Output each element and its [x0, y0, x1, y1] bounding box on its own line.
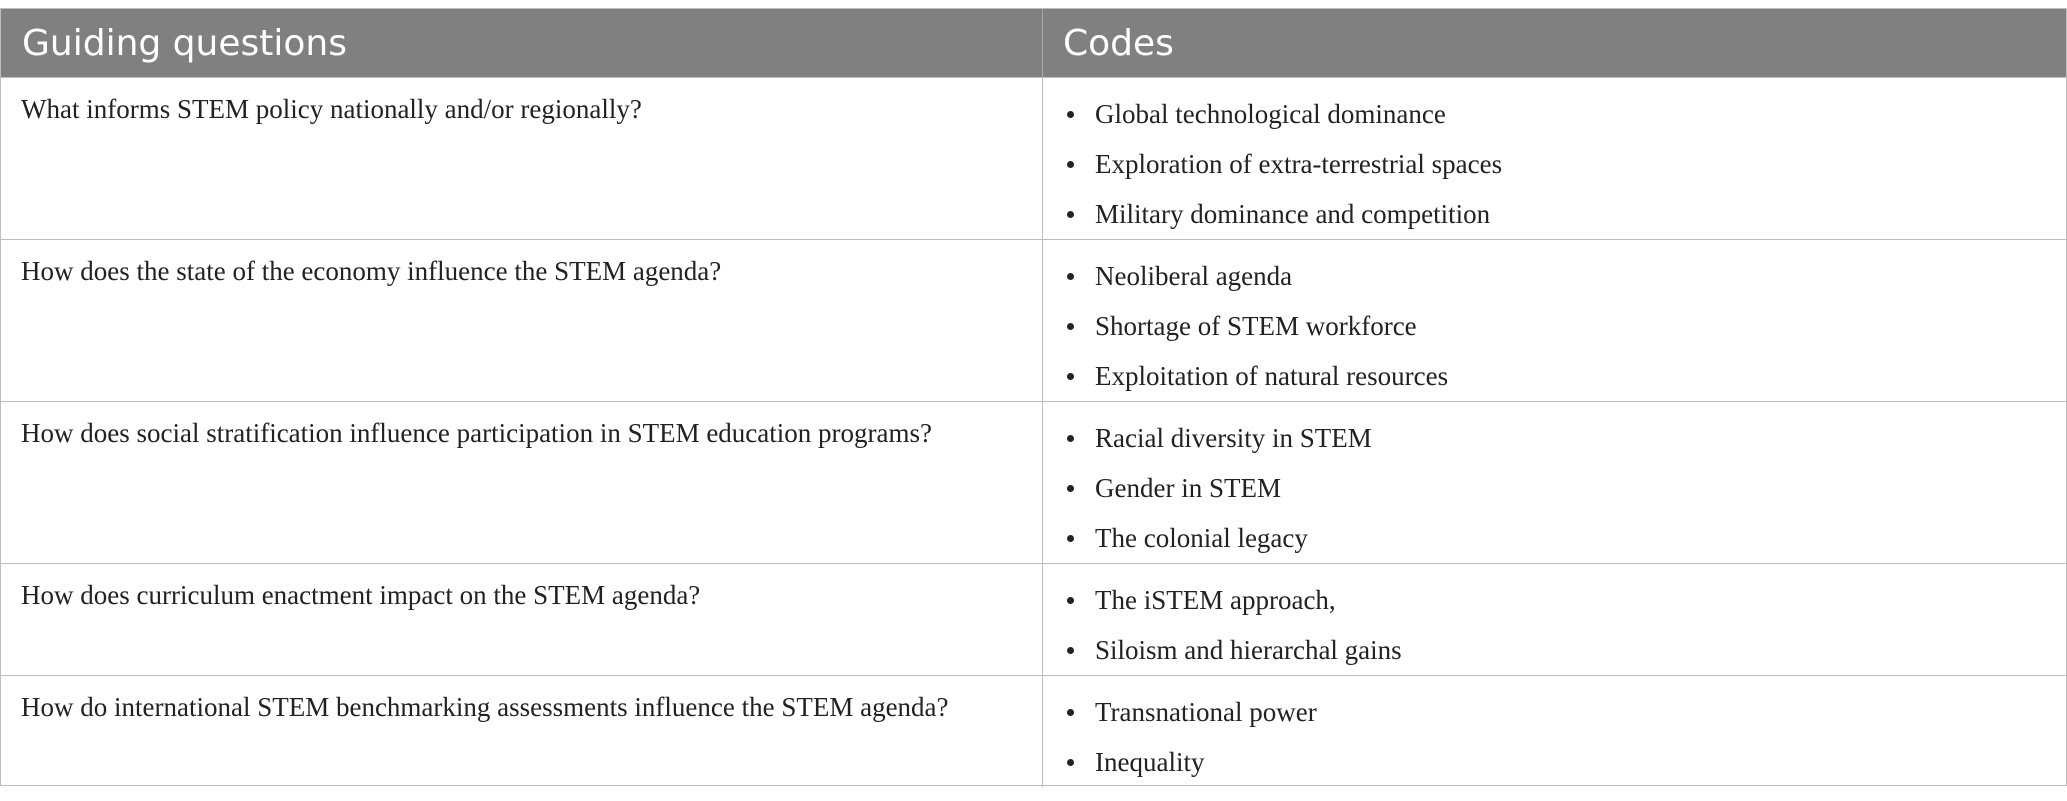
- code-item: [1063, 301, 2046, 351]
- bullet-icon: [1067, 485, 1074, 492]
- code-label: The colonial legacy: [1095, 522, 1308, 553]
- code-label: Siloism and hierarchal gains: [1095, 634, 1402, 665]
- code-item: [1063, 251, 2046, 301]
- code-label: The iSTEM approach,: [1095, 584, 1336, 615]
- header-codes: Codes: [1063, 22, 1174, 64]
- bullet-icon: [1067, 435, 1074, 442]
- table-row: [1, 401, 2066, 563]
- codes-cell: [1043, 564, 2066, 675]
- bullet-icon: [1067, 597, 1074, 604]
- code-item: [1063, 413, 2046, 463]
- question-cell: How does curriculum enactment impact on the STEM agenda?: [1, 564, 1043, 675]
- code-item: [1063, 189, 2046, 239]
- bullet-icon: [1067, 709, 1074, 716]
- code-label: Inequality: [1095, 746, 1205, 777]
- codes-cell: [1043, 240, 2066, 401]
- code-item: [1063, 513, 2046, 563]
- code-item: [1063, 737, 2046, 787]
- table-row: [1, 239, 2066, 401]
- code-label: Exploration of extra-terrestrial spaces: [1095, 148, 1503, 179]
- codes-cell: [1043, 402, 2066, 563]
- code-label: Shortage of STEM workforce: [1095, 310, 1417, 341]
- bullet-icon: [1067, 273, 1074, 280]
- code-item: [1063, 139, 2046, 189]
- code-item: [1063, 351, 2046, 401]
- table-row: [1, 563, 2066, 675]
- question-cell: How does social stratification influence participation in STEM education programs?: [1, 402, 1043, 563]
- code-item: [1063, 625, 2046, 675]
- bullet-icon: [1067, 759, 1074, 766]
- table-row: [1, 675, 2066, 787]
- code-item: [1063, 89, 2046, 139]
- code-item: [1063, 687, 2046, 737]
- code-label: Neoliberal agenda: [1095, 260, 1293, 291]
- question-cell: How does the state of the economy influence the STEM agenda?: [1, 240, 1043, 401]
- bullet-icon: [1067, 323, 1074, 330]
- codes-cell: [1043, 78, 2066, 239]
- bullet-icon: [1067, 535, 1074, 542]
- guiding-questions-table: [0, 8, 2067, 786]
- bullet-icon: [1067, 373, 1074, 380]
- code-label: Global technological dominance: [1095, 98, 1446, 129]
- table-row: [1, 77, 2066, 239]
- table-header-row: [1, 9, 2066, 77]
- codes-cell: [1043, 676, 2066, 787]
- question-cell: What informs STEM policy nationally and/or regionally?: [1, 78, 1043, 239]
- code-label: Transnational power: [1095, 696, 1317, 727]
- header-guiding-questions: Guiding questions: [1, 9, 1043, 77]
- bullet-icon: [1067, 161, 1074, 168]
- code-label: Exploitation of natural resources: [1095, 360, 1449, 391]
- bullet-icon: [1067, 647, 1074, 654]
- bullet-icon: [1067, 211, 1074, 218]
- code-label: Gender in STEM: [1095, 472, 1281, 503]
- code-label: Military dominance and competition: [1095, 198, 1491, 229]
- question-cell: How do international STEM benchmarking assessments influence the STEM agenda?: [1, 676, 1043, 787]
- code-label: Racial diversity in STEM: [1095, 422, 1372, 453]
- code-item: [1063, 575, 2046, 625]
- bullet-icon: [1067, 111, 1074, 118]
- code-item: [1063, 463, 2046, 513]
